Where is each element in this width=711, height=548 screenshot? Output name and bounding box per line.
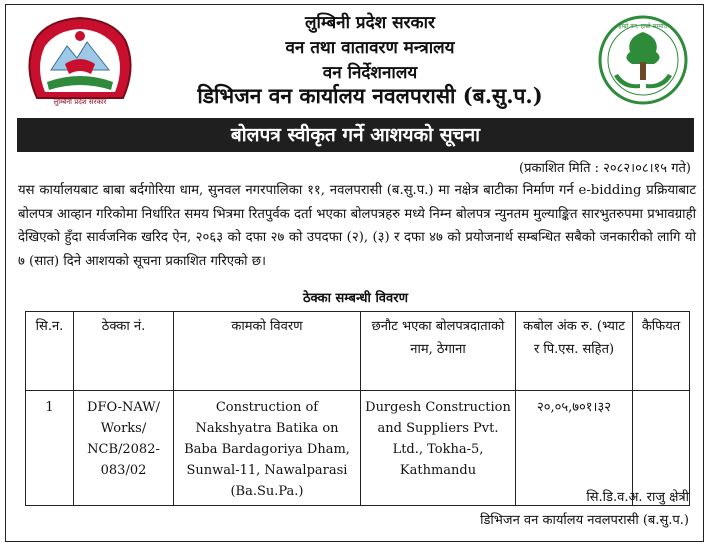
notice-body: यस कार्यालयबाट बाबा बर्दगोरिया धाम, सुनवल नगरपालिका ११, नवलपरासी (ब.सु.प.) मा नक्षेत्र बाटीका निर्माण गर्न e-bidding प्रक्रियाबाट बोलपत्र आव्हान गरिकोमा निर्धारित समय भित्रमा रितपुर्वक दर्ता भएका बोलपत्रहरु मध्ये निम्न बोलपत्र न्युनतम मुल्याङ्कित सारभुतरुपमा प्रभावग्राही देखिएको हुँदा सार्वजनिक खरिद ऐन, २०६३ को दफा २७ को उपदफा (२), (३) र दफा ४७ को प्रयोजनार्थ सम्बन्धित सबैको जनकारीको लागि यो ७ (सात) दिने आशयको सूचना प्रकाशित गरिएको छ। xyxy=(18,183,696,269)
emblem-caption: लुम्बिनी प्रदेश सरकार xyxy=(53,98,107,106)
header-directorate: वन निर्देशनालय xyxy=(322,63,418,83)
published-date: (प्रकाशित मिति : २०८२।०८।१५ गते) xyxy=(519,161,691,176)
forest-logo-icon xyxy=(596,14,690,106)
cell-amount: २०,०५,७०१।३२ xyxy=(516,391,633,506)
contract-details-table xyxy=(25,311,690,506)
header-description: कामको विवरण xyxy=(174,312,361,391)
header-contract-no: ठेक्का नं. xyxy=(74,312,174,391)
cell-sn: 1 xyxy=(26,391,74,506)
notice-header xyxy=(0,0,711,118)
header-ministry: वन तथा वातावरण मन्त्रालय xyxy=(285,38,455,58)
cell-description: Construction of Nakshyatra Batika on Baba Bardagoriya Dham, Sunwal-11, Nawalparasi (Ba.Su.Pa.) xyxy=(174,391,361,506)
cell-contract-no: DFO-NAW/ Works/ NCB/2082-083/02 xyxy=(74,391,174,506)
header-office: डिभिजन वन कार्यालय नवलपरासी (ब.सु.प.) xyxy=(197,83,543,108)
header-bidder: छनौट भएका बोलपत्रदाताको नाम, ठेगाना xyxy=(361,312,516,391)
contract-details-title: ठेक्का सम्बन्धी विवरण xyxy=(303,291,408,306)
header-amount: कबोल अंक रु. (भ्याट र पि.एस. सहित) xyxy=(516,312,633,391)
cell-bidder: Durgesh Construction and Suppliers Pvt. Ltd., Tokha-5, Kathmandu xyxy=(361,391,516,506)
logo-caption: हाम्रो वन, हाम्रो सम्पत्ति xyxy=(618,23,668,30)
notice-title-banner: बोलपत्र स्वीकृत गर्ने आशयको सूचना xyxy=(17,118,694,152)
table-header-row xyxy=(26,312,690,391)
government-emblem-icon xyxy=(17,12,143,108)
header-province: लुम्बिनी प्रदेश सरकार xyxy=(305,13,435,33)
header-sn: सि.न. xyxy=(26,312,74,391)
signatory-name: सि.डि.व.अ. राजु क्षेत्री xyxy=(586,490,689,505)
header-remarks: कैफियत xyxy=(633,312,690,391)
signatory-office: डिभिजन वन कार्यालय नवलपरासी (ब.सु.प.) xyxy=(480,513,689,528)
